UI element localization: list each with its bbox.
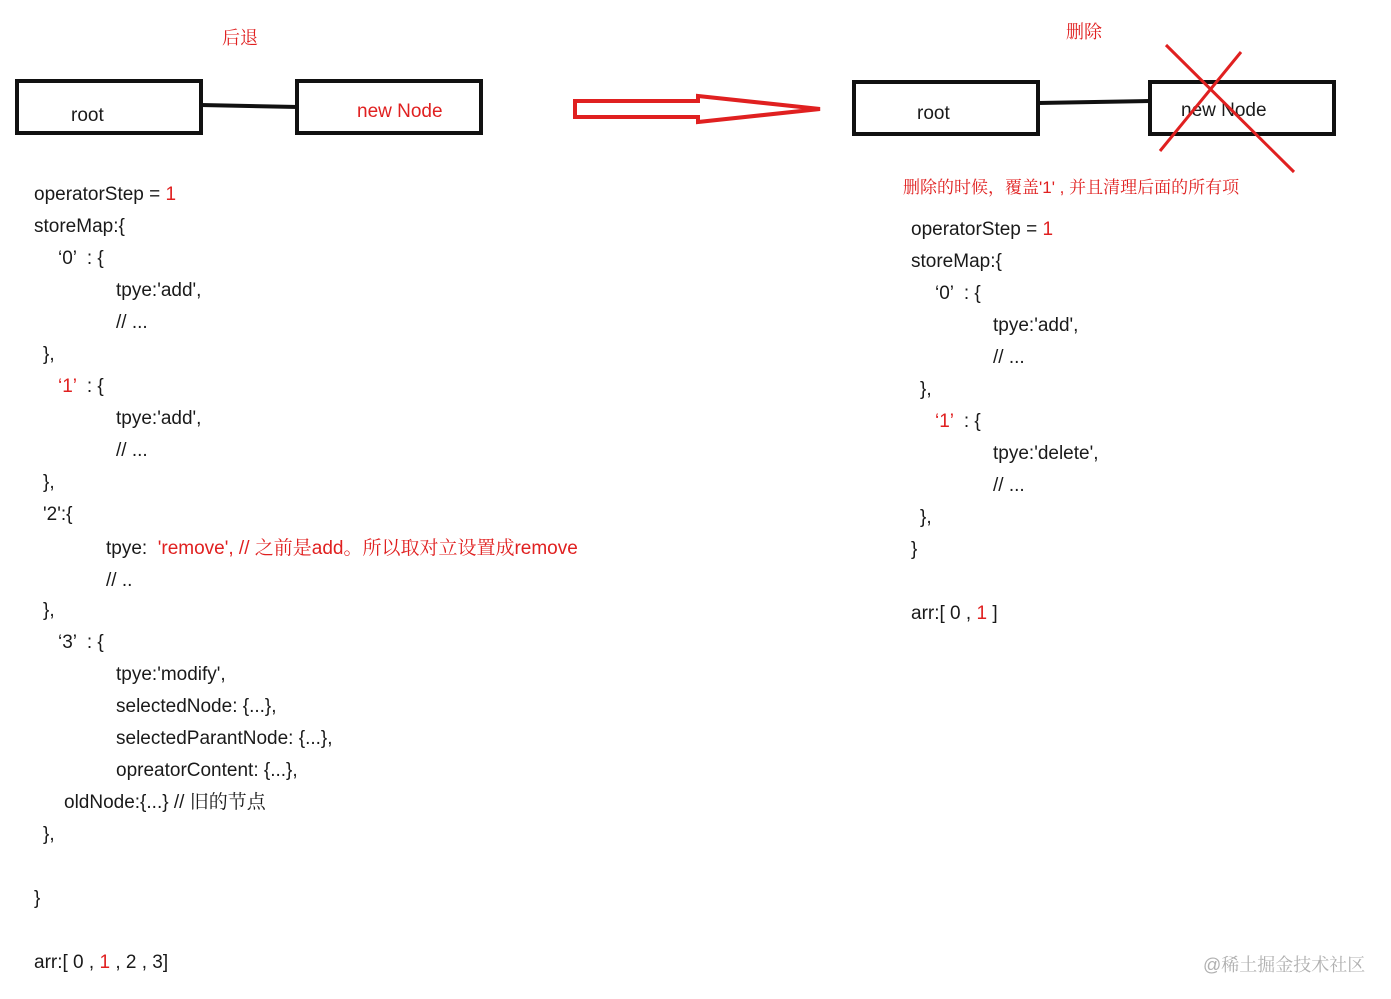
right-entry1-type: tpye:'delete', xyxy=(993,443,1099,464)
right-entry1-comment: // ... xyxy=(993,475,1025,496)
left-arr-current: 1 xyxy=(99,952,111,973)
left-entry2-type xyxy=(106,538,578,560)
left-arr xyxy=(34,952,168,974)
right-heading: 删除 xyxy=(1066,22,1102,42)
right-entry0-close: }, xyxy=(920,379,932,400)
right-key-0: ‘0’ : { xyxy=(935,283,981,304)
right-key-1 xyxy=(935,411,981,433)
right-entry0-comment: // ... xyxy=(993,347,1025,368)
right-entry1-close: }, xyxy=(920,507,932,528)
left-entry3-selected-parent: selectedParantNode: {...}, xyxy=(116,728,333,749)
left-storemap-close: } xyxy=(34,888,41,909)
left-new-node-label: new Node xyxy=(357,101,443,122)
left-operator-step xyxy=(34,184,176,206)
right-storemap-close: } xyxy=(911,539,918,560)
left-key-1 xyxy=(58,376,104,398)
left-entry1-type: tpye:'add', xyxy=(116,408,202,429)
left-arr-prefix: arr:[ 0 , xyxy=(34,952,100,973)
left-entry3-old-node: oldNode:{...} // 旧的节点 xyxy=(64,792,266,813)
right-root-label: root xyxy=(917,103,950,124)
left-storemap-open: storeMap:{ xyxy=(34,216,125,237)
right-new-node-label: new Node xyxy=(1181,100,1267,121)
right-arr-prefix: arr:[ 0 , xyxy=(911,603,977,624)
left-entry3-selected-node: selectedNode: {...}, xyxy=(116,696,277,717)
left-arr-suffix: , 2 , 3] xyxy=(110,952,169,973)
right-entry0-type: tpye:'add', xyxy=(993,315,1079,336)
left-entry1-close: }, xyxy=(43,472,55,493)
left-key-3: ‘3’ : { xyxy=(58,632,104,653)
left-heading: 后退 xyxy=(222,28,258,48)
left-key-1-brace: : { xyxy=(76,376,104,397)
left-entry1-comment: // ... xyxy=(116,440,148,461)
right-key-1-label: ‘1’ xyxy=(935,411,954,432)
left-entry2-type-key: tpye: xyxy=(106,538,158,559)
cross-stroke-2 xyxy=(1160,52,1241,151)
right-arr-suffix: ] xyxy=(987,603,998,624)
left-key-1-label: ‘1’ xyxy=(58,376,77,397)
left-entry3-close: }, xyxy=(43,824,55,845)
left-entry3-type: tpye:'modify', xyxy=(116,664,226,685)
delete-note: 删除的时候，覆盖'1' , 并且清理后面的所有项 xyxy=(903,178,1240,197)
left-entry2-close: }, xyxy=(43,600,55,621)
watermark: @稀土掘金技术社区 xyxy=(1203,955,1366,975)
left-entry0-comment: // ... xyxy=(116,312,148,333)
left-entry0-type: tpye:'add', xyxy=(116,280,202,301)
left-root-label: root xyxy=(71,105,104,126)
left-key-0: ‘0’ : { xyxy=(58,248,104,269)
right-operator-step-value: 1 xyxy=(1042,219,1054,240)
left-key-2: '2':{ xyxy=(43,504,73,525)
left-entry0-close: }, xyxy=(43,344,55,365)
left-operator-step-key: operatorStep = xyxy=(34,184,166,205)
left-entry3-operator-content: opreatorContent: {...}, xyxy=(116,760,298,781)
left-entry2-comment: // .. xyxy=(106,570,133,591)
right-operator-step xyxy=(911,219,1053,241)
right-key-1-brace: : { xyxy=(953,411,981,432)
right-arr-current: 1 xyxy=(976,603,988,624)
left-operator-step-value: 1 xyxy=(165,184,177,205)
left-entry2-type-value: 'remove', // 之前是add。所以取对立设置成remove xyxy=(157,538,578,559)
right-arr xyxy=(911,603,998,625)
right-operator-step-key: operatorStep = xyxy=(911,219,1043,240)
right-storemap-open: storeMap:{ xyxy=(911,251,1002,272)
